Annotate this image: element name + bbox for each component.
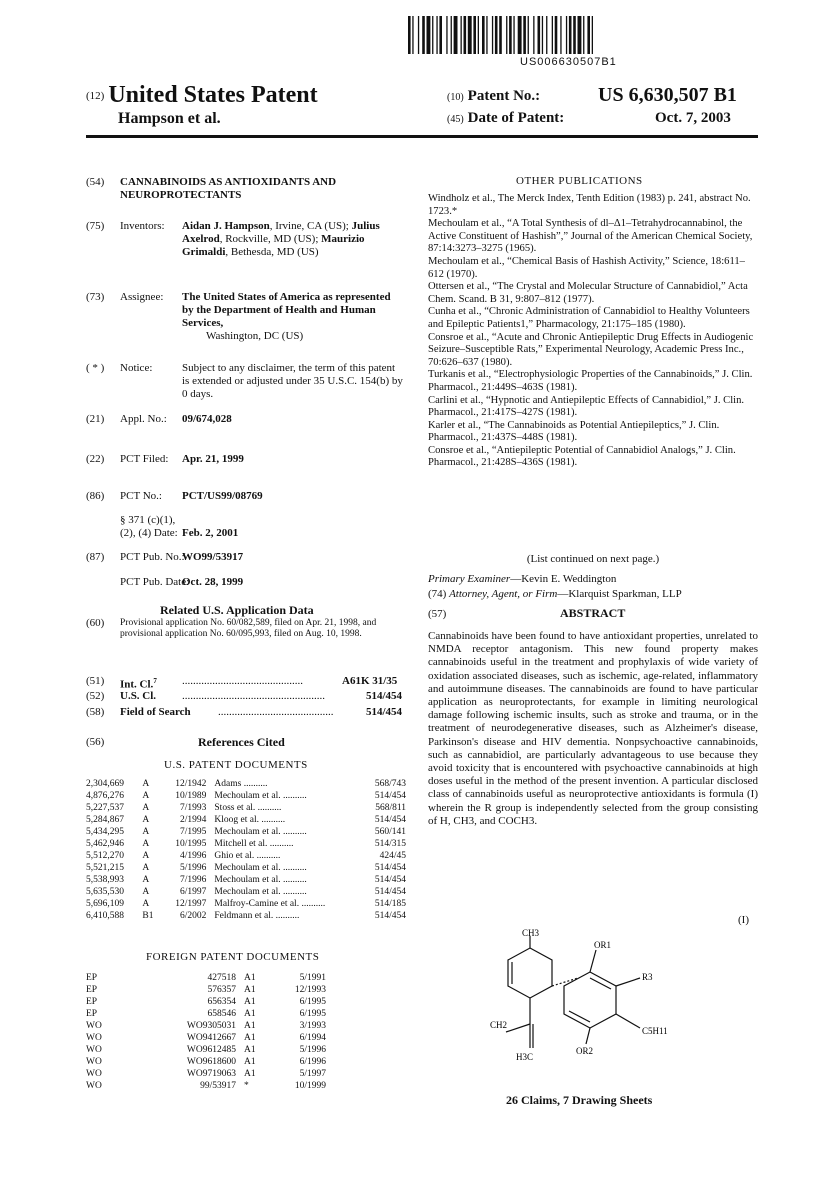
abstract-code: (57) [428,608,447,620]
patent-date-label: (45) Date of Patent: [447,110,565,126]
foreign-patent-documents-heading: FOREIGN PATENT DOCUMENTS [146,951,320,963]
barcode [408,16,748,54]
references-heading: References Cited [198,735,285,749]
chemical-structure-formula [490,928,750,1078]
us-reference-row: 5,521,215 A 5/1996 Mechoulam et al. .......... 514/454 [86,863,406,873]
formula-label-c5h11: C5H11 [642,1026,668,1036]
patent-title: CANNABINOIDS AS ANTIOXIDANTS AND NEUROPROTECTANTS [120,176,337,201]
formula-label-or2: OR2 [576,1046,594,1056]
foreign-reference-row: WO WO9305031 A1 3/1993 [86,1021,326,1031]
us-reference-row: 4,876,276 A 10/1989 Mechoulam et al. .......... 514/454 [86,791,406,801]
formula-label-ch3: CH3 [522,928,540,938]
formula-label-ch2: CH2 [490,1020,508,1030]
patent-number: US 6,630,507 B1 [598,84,737,106]
claims-summary: 26 Claims, 7 Drawing Sheets [506,1093,653,1107]
header-rule [86,135,758,138]
attorney: (74) Attorney, Agent, or Firm—Klarquist Sparkman, LLP [428,588,682,600]
publication-item: Ottersen et al., “The Crystal and Molecular Structure of Cannabidiol,” Acta Chem. Scand. B 31, 9:807–812 (1977). [428,281,748,305]
foreign-reference-row: EP 576357 A1 12/1993 [86,985,326,995]
foreign-patent-documents-table [86,972,326,1092]
foreign-reference-row: EP 658546 A1 6/1995 [86,1009,326,1019]
patent-number-label: (10) Patent No.: [447,88,541,104]
us-reference-row: 5,462,946 A 10/1995 Mitchell et al. .......... 514/315 [86,839,406,849]
us-patent-documents-heading: U.S. PATENT DOCUMENTS [164,759,308,771]
formula-label-r3: R3 [642,972,653,982]
inventors-field: (75) Inventors: Aidan J. Hampson, Irvine, CA (US); Julius Axelrod, Rockville, MD (US); Maurizio Grimaldi, Bethesda, MD (US) [86,220,380,258]
publication-item: Karler et al., “The Cannabinoids as Potential Antiepileptics,” J. Clin. Pharmacol., 21:437S–448S (1981). [428,419,720,444]
publication-item: Turkanis et al., “Electrophysiologic Properties of the Cannabinoids,” J. Clin. Pharmacol., 21:449S–463S (1981). [428,369,753,393]
us-reference-row: 6,410,588 B1 6/2002 Feldmann et al. .......... 514/454 [86,911,406,921]
us-reference-row: 5,696,109 A 12/1997 Malfroy-Camine et al. .......... 514/185 [86,899,406,909]
patent-date: Oct. 7, 2003 [655,110,731,126]
publication-item: Mechoulam et al., “A Total Synthesis of dl–Δ1–Tetrahydrocannabinol, the Active Constituent of Hashish”,” Journal of the American Chemical Society, 87:14:3273–3275 (1965). [428,218,753,255]
us-reference-row: 2,304,669 A 12/1942 Adams .......... 568/743 [86,779,406,789]
publication-item: Mechoulam et al., “Chemical Basis of Hashish Activity,” Science, 18:611–612 (1970). [428,255,745,280]
foreign-reference-row: EP 656354 A1 6/1995 [86,997,326,1007]
barcode-number: US006630507B1 [520,56,617,68]
publication-item: Carlini et al., “Hypnotic and Antiepileptic Effects of Cannabidiol,” J. Clin. Pharmacol., 21:417S–427S (1981). [428,394,745,419]
us-reference-row: 5,538,993 A 7/1996 Mechoulam et al. .......... 514/454 [86,875,406,885]
us-reference-row: 5,434,295 A 7/1995 Mechoulam et al. .......... 560/141 [86,827,406,837]
formula-label-h3c: H3C [516,1052,534,1062]
us-patent-documents-table [86,778,406,922]
abstract-text: Cannabinoids have been found to have antioxidant properties, unrelated to NMDA receptor antagonism. This new found property makes cannabinoids useful in the treatment and prophylaxis of wide variety of oxidation associated diseases, such as ischemic, age-related, inflammatory and autoimmune diseases. The cannabinoids are found to have particular application as neuroprotectants, for example in limiting neurological damage following ischemic insults, such as stroke and trauma, or in the treatment of neurodegenerative diseases, such as Alzheimer's disease, Parkinson's disease and HIV dementia. Nonpsychoactive cannabinoids, such as cannabidiol, are particularly advantageous to use because they avoid toxicity that is encountered with psychoactive cannabinoids at high doses useful in the method of the present invention. A particular disclosed class of cannabinoids useful as neuroprotective antioxidants is formula (I) wherein the R group is independently selected from the group consisting of H, CH3, and COCH3. [428,630,758,827]
publication-item: Windholz et al., The Merck Index, Tenth Edition (1983) p. 241, abstract No. 1723.* [428,193,751,217]
publication-item: Consroe et al., “Acute and Chronic Antiepileptic Drug Effects in Audiogenic Seizure–Susceptible Rats,” Experimental Neurology, Academic Press Inc., 70:626–637 (1980). [428,331,754,368]
us-reference-row: 5,284,867 A 2/1994 Kloog et al. .......... 514/454 [86,815,406,825]
us-reference-row: 5,635,530 A 6/1997 Mechoulam et al. .......... 514/454 [86,887,406,897]
publication-item: Consroe et al., “Antiepileptic Potential of Cannabidiol Analogs,” J. Clin. Pharmacol., 21:428S–436S (1981). [428,444,736,469]
us-reference-row: 5,512,270 A 4/1996 Ghio et al. .......... 424/45 [86,851,406,861]
foreign-reference-row: WO WO9412667 A1 6/1994 [86,1033,326,1043]
list-continued: (List continued on next page.) [526,553,660,565]
foreign-reference-row: EP 427518 A1 5/1991 [86,973,326,983]
primary-examiner: Primary Examiner—Kevin E. Weddington [428,573,617,585]
formula-label-or1: OR1 [594,940,612,950]
other-publications-list [428,193,758,470]
foreign-reference-row: WO WO9719063 A1 5/1997 [86,1069,326,1079]
abstract-heading: ABSTRACT [560,606,626,620]
related-heading: Related U.S. Application Data [160,603,314,617]
foreign-reference-row: WO 99/53917 * 10/1999 [86,1081,326,1091]
foreign-reference-row: WO WO9618600 A1 6/1996 [86,1057,326,1067]
authors: Hampson et al. [118,110,221,127]
cyclohexene-ring [508,948,552,998]
us-reference-row: 5,227,537 A 7/1993 Stoss et al. .......... 568/811 [86,803,406,813]
foreign-reference-row: WO WO9612485 A1 5/1996 [86,1045,326,1055]
publication-item: Cunha et al., “Chronic Administration of Cannabidiol to Healthy Volunteers and Epileptic Patients1,” Pharmacology, 21:175–185 (1980). [428,306,750,330]
document-kind: (12) United States Patent [86,82,318,108]
formula-number: (I) [738,914,749,926]
other-publications-heading: OTHER PUBLICATIONS [516,175,643,187]
